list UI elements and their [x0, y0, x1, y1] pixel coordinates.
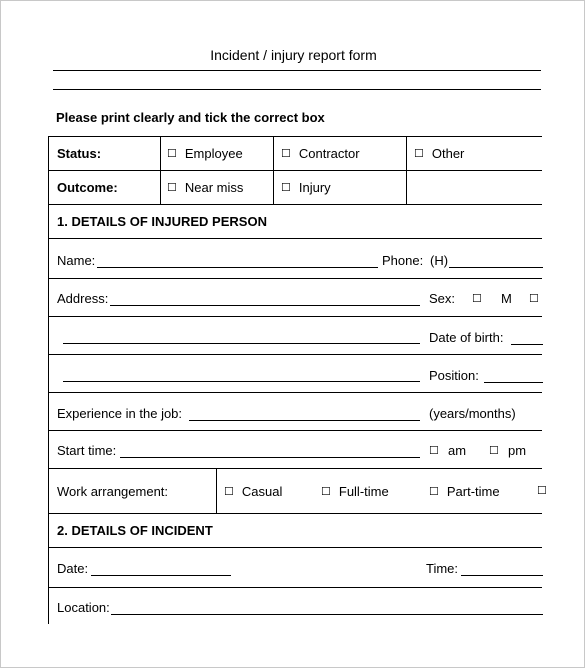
divider [160, 171, 161, 204]
address-field[interactable] [110, 305, 420, 306]
sex-m-checkbox-icon[interactable]: ☐ [529, 293, 539, 305]
form-title: Incident / injury report form [210, 47, 377, 63]
time-field[interactable] [461, 575, 543, 576]
status-row [49, 137, 542, 171]
status-option-contractor[interactable] [281, 137, 360, 170]
outcome-label: Outcome: [57, 180, 118, 195]
work-arrangement-row [49, 469, 547, 514]
experience-unit: (years/months) [429, 406, 516, 421]
name-label: Name: [57, 253, 96, 268]
divider [406, 137, 407, 170]
option-label: Employee [184, 146, 243, 161]
option-label: Full-time [338, 483, 389, 499]
name-row [49, 239, 542, 279]
section1-heading: 1. DETAILS OF INJURED PERSON [57, 214, 267, 229]
experience-row [49, 393, 542, 431]
checkbox-icon[interactable]: ☐ [429, 485, 439, 498]
checkbox-icon[interactable]: ☐ [281, 148, 291, 160]
date-time-row [49, 548, 542, 588]
outcome-option-near-miss[interactable] [167, 171, 243, 204]
address-label: Address: [57, 291, 109, 306]
am-checkbox-icon[interactable]: ☐ [429, 445, 439, 457]
name-field[interactable] [97, 267, 378, 268]
work-arrangement-label: Work arrangement: [57, 483, 169, 499]
title-rule-bottom [53, 89, 541, 90]
position-row [49, 355, 542, 393]
sex-label: Sex: [429, 291, 456, 306]
divider [273, 171, 274, 204]
work-option-full-time[interactable] [321, 469, 389, 513]
position-field[interactable] [484, 382, 543, 383]
option-label: Contractor [298, 146, 360, 161]
sex-m-label: M [501, 291, 512, 306]
address-line3-field[interactable] [63, 381, 420, 382]
option-label: Casual [241, 483, 283, 499]
phone-home-label: (H) [430, 253, 449, 268]
work-option-extra-checkbox-icon[interactable]: ☐ [537, 485, 547, 497]
position-label: Position: [429, 368, 479, 383]
work-option-casual[interactable] [224, 469, 282, 513]
experience-label: Experience in the job: [57, 406, 183, 421]
outcome-row [49, 171, 542, 205]
divider [273, 137, 274, 170]
date-field[interactable] [91, 575, 231, 576]
location-row [49, 588, 542, 624]
divider [406, 171, 407, 204]
divider [160, 137, 161, 170]
checkbox-icon[interactable]: ☐ [281, 182, 291, 194]
location-field[interactable] [111, 614, 543, 615]
sex-female-checkbox-icon[interactable]: ☐ [472, 293, 482, 305]
option-label: Injury [298, 180, 331, 195]
checkbox-icon[interactable]: ☐ [321, 485, 331, 498]
dob-label: Date of birth: [429, 330, 504, 345]
date-label: Date: [57, 561, 89, 576]
start-time-row [49, 431, 542, 469]
section2-heading-row [49, 514, 542, 548]
address-line2-field[interactable] [63, 343, 420, 344]
location-label: Location: [57, 600, 110, 615]
dob-row [49, 317, 542, 355]
am-label: am [448, 443, 467, 458]
form-table [48, 136, 547, 624]
section1-heading-row [49, 205, 542, 239]
pm-label: pm [508, 443, 527, 458]
pm-checkbox-icon[interactable]: ☐ [489, 445, 499, 457]
dob-field[interactable] [511, 344, 543, 345]
start-time-label: Start time: [57, 443, 117, 458]
phone-label: Phone: [382, 253, 424, 268]
outcome-option-injury[interactable] [281, 171, 331, 204]
divider [216, 469, 217, 513]
status-option-employee[interactable] [167, 137, 243, 170]
time-label: Time: [426, 561, 459, 576]
experience-field[interactable] [189, 420, 420, 421]
form-instructions: Please print clearly and tick the correct box [56, 110, 325, 125]
start-time-field[interactable] [120, 457, 420, 458]
work-option-part-time[interactable] [429, 469, 500, 513]
checkbox-icon[interactable]: ☐ [167, 182, 177, 194]
option-label: Near miss [184, 180, 244, 195]
status-label: Status: [57, 146, 102, 161]
title-rule-top [53, 70, 541, 71]
checkbox-icon[interactable]: ☐ [414, 148, 424, 160]
option-label: Other [431, 146, 465, 161]
section2-heading: 2. DETAILS OF INCIDENT [57, 523, 213, 538]
checkbox-icon[interactable]: ☐ [167, 148, 177, 160]
status-option-other[interactable] [414, 137, 464, 170]
address-row [49, 279, 542, 317]
checkbox-icon[interactable]: ☐ [224, 485, 234, 498]
option-label: Part-time [446, 483, 500, 499]
phone-field[interactable] [449, 267, 543, 268]
